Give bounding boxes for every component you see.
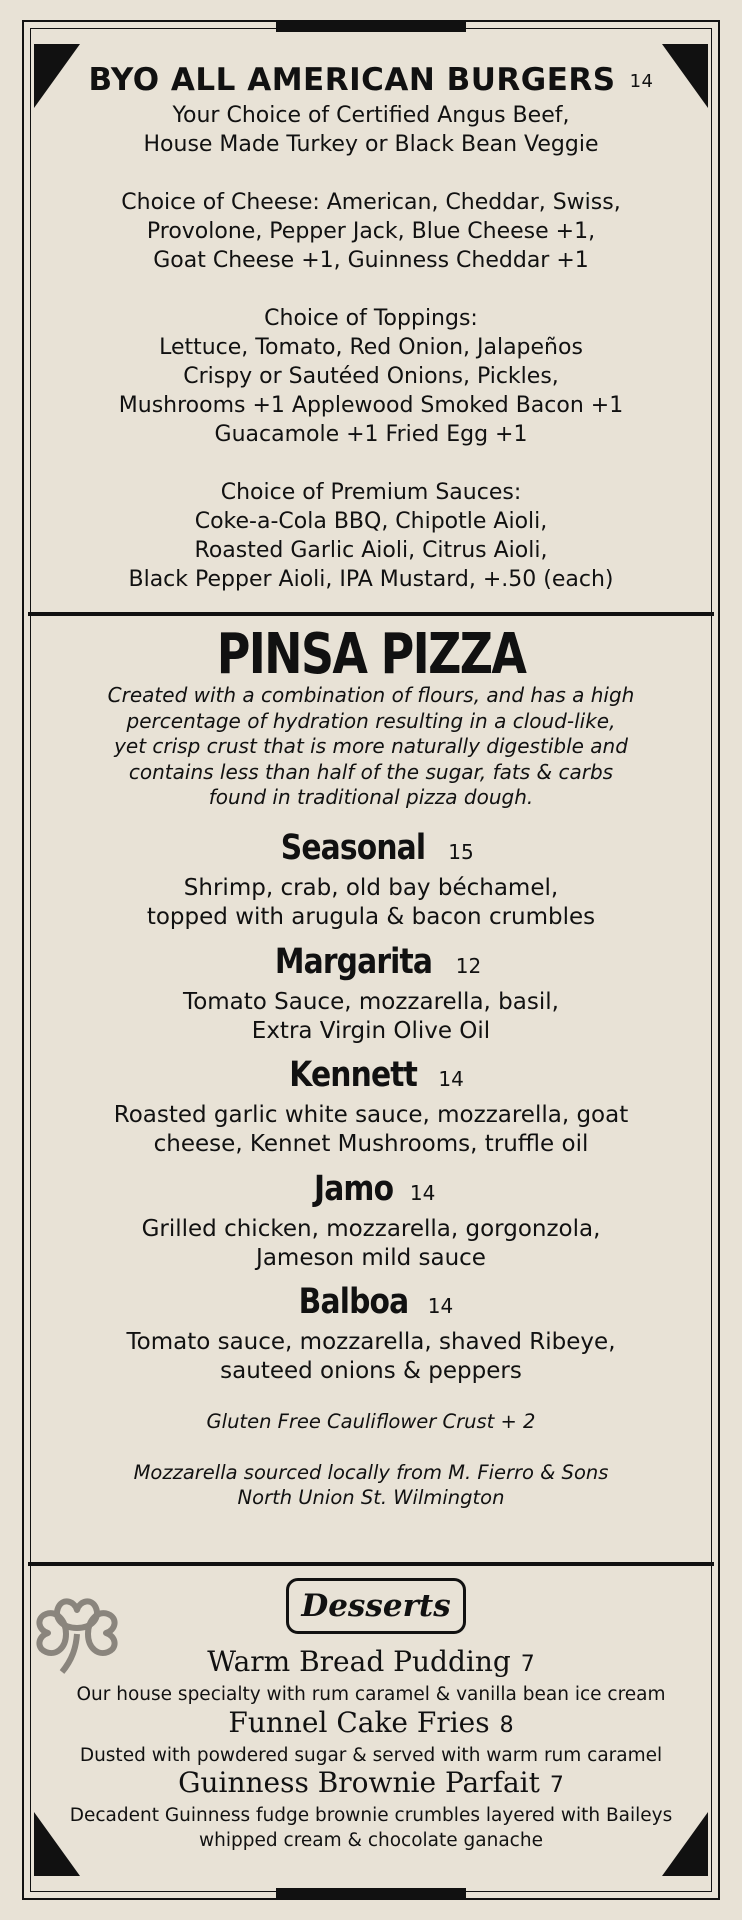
pizza-item-balboa — [60, 1280, 682, 1386]
burgers-title: BYO ALL AMERICAN BURGERS — [88, 62, 616, 98]
item-price: 15 — [448, 840, 474, 864]
item-description: topped with arugula & bacon crumbles — [146, 904, 596, 930]
text-line: North Union St. Wilmington — [237, 1486, 505, 1509]
item-price: 14 — [427, 1294, 454, 1318]
item-description: Grilled chicken, mozzarella, gorgonzola, — [141, 1216, 601, 1242]
text-line: Roasted Garlic Aioli, Citrus Aioli, — [194, 538, 548, 563]
desserts-heading: Desserts — [286, 1578, 466, 1634]
item-name: Balboa — [298, 1282, 409, 1322]
item-description: Tomato Sauce, mozzarella, basil, — [183, 989, 559, 1015]
burgers-protein-choices — [60, 101, 682, 159]
item-description: cheese, Kennet Mushrooms, truffle oil — [153, 1131, 589, 1157]
item-name: Funnel Cake Fries — [228, 1706, 490, 1739]
text-line: percentage of hydration resulting in a cloud-like, — [126, 708, 616, 733]
text-line: yet crisp crust that is more naturally digestible and — [114, 734, 628, 758]
text-line: Created with a combination of flours, and has a high — [107, 683, 635, 707]
item-name: Jamo — [313, 1169, 393, 1209]
dessert-item-funnel-cake — [60, 1706, 682, 1768]
item-name: Seasonal — [281, 828, 426, 868]
item-description: Decadent Guinness fudge brownie crumbles layered with Baileys — [69, 1805, 673, 1826]
item-price: 12 — [455, 954, 482, 978]
item-description: Jameson mild sauce — [256, 1245, 486, 1271]
mozzarella-note — [60, 1460, 682, 1510]
section-divider — [28, 612, 714, 616]
text-line: Choice of Toppings: — [264, 306, 478, 331]
item-price: 7 — [549, 1773, 564, 1798]
item-description: sauteed onions & peppers — [220, 1358, 522, 1384]
item-description: Shrimp, crab, old bay béchamel, — [183, 875, 559, 901]
item-description: whipped cream & chocolate ganache — [199, 1830, 543, 1851]
text-line: Provolone, Pepper Jack, Blue Cheese +1, — [146, 219, 596, 244]
burgers-cheese-choices — [60, 188, 682, 275]
item-price: 14 — [438, 1067, 464, 1091]
section-divider — [28, 1562, 714, 1566]
text-line: Your Choice of Certified Angus Beef, — [172, 103, 570, 128]
burgers-heading — [60, 62, 682, 98]
text-line: Choice of Cheese: American, Cheddar, Swiss, — [121, 190, 621, 215]
text-line: Coke-a-Cola BBQ, Chipotle Aioli, — [194, 509, 548, 534]
text-line: Mushrooms +1 Applewood Smoked Bacon +1 — [118, 393, 624, 418]
item-price: 14 — [409, 1181, 436, 1205]
text-line: Guacamole +1 Fried Egg +1 — [214, 422, 528, 447]
dessert-item-brownie-parfait — [60, 1766, 682, 1853]
text-line: Black Pepper Aioli, IPA Mustard, +.50 (each) — [128, 567, 614, 592]
item-price: 8 — [499, 1713, 514, 1738]
pizza-heading: PINSA PIZZA — [216, 622, 526, 687]
text-line: contains less than half of the sugar, fats & carbs — [128, 759, 614, 784]
pizza-item-seasonal — [60, 826, 682, 932]
item-description: Tomato sauce, mozzarella, shaved Ribeye, — [126, 1329, 616, 1355]
text-line: Crispy or Sautéed Onions, Pickles, — [183, 364, 559, 389]
item-description: Extra Virgin Olive Oil — [251, 1018, 491, 1044]
top-border-bar — [276, 20, 466, 32]
burgers-topping-choices — [60, 304, 682, 449]
item-name: Margarita — [274, 942, 432, 982]
item-name: Guinness Brownie Parfait — [178, 1766, 540, 1799]
pizza-item-margarita — [60, 940, 682, 1046]
item-price: 7 — [520, 1652, 535, 1677]
item-description: Dusted with powdered sugar & served with warm rum caramel — [79, 1745, 663, 1766]
pizza-item-kennett — [60, 1053, 682, 1159]
item-name: Kennett — [289, 1055, 418, 1095]
text-line: found in traditional pizza dough. — [208, 785, 534, 809]
text-line: Mozzarella sourced locally from M. Fierro & Sons — [133, 1461, 609, 1484]
text-line: Choice of Premium Sauces: — [220, 480, 522, 505]
dessert-item-bread-pudding — [60, 1645, 682, 1707]
burgers-price: 14 — [629, 71, 654, 92]
item-description: Roasted garlic white sauce, mozzarella, goat — [113, 1102, 629, 1128]
text-line: House Made Turkey or Black Bean Veggie — [143, 132, 599, 157]
bottom-border-bar — [276, 1888, 466, 1900]
gluten-free-note: Gluten Free Cauliflower Crust + 2 — [206, 1410, 536, 1433]
burgers-sauce-choices — [60, 478, 682, 594]
text-line: Lettuce, Tomato, Red Onion, Jalapeños — [159, 335, 583, 360]
item-description: Our house specialty with rum caramel & vanilla bean ice cream — [76, 1684, 666, 1705]
text-line: Goat Cheese +1, Guinness Cheddar +1 — [153, 248, 589, 273]
item-name: Warm Bread Pudding — [207, 1645, 511, 1678]
pizza-item-jamo — [60, 1167, 682, 1273]
pizza-description — [82, 683, 660, 811]
